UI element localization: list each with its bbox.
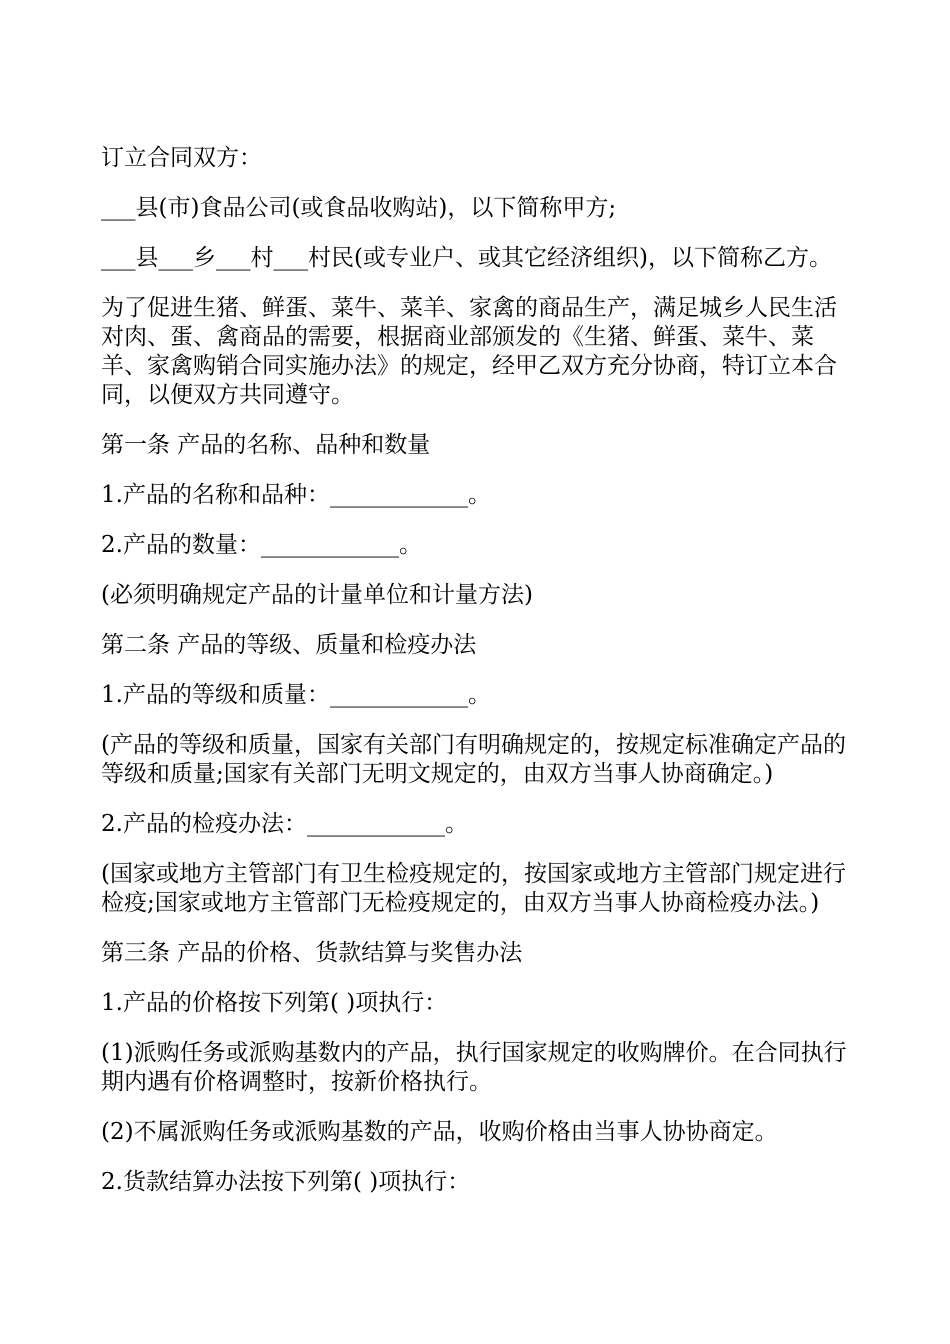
article-2-heading: 第二条 产品的等级、质量和检疫办法 (101, 632, 477, 658)
party-a-line: ___县(市)食品公司(或食品收购站)，以下简称甲方; (101, 195, 617, 221)
article-3-option-2: (2)不属派购任务或派购基数的产品，收购价格由当事人协协商定。 (101, 1119, 778, 1145)
contract-parties-heading: 订立合同双方： (101, 145, 262, 171)
article-2-item-1: 1.产品的等级和质量：____________。 (101, 682, 491, 708)
article-3-option-1: (1)派购任务或派购基数内的产品，执行国家规定的收购牌价。在合同执行期内遇有价格调整时，按新价格执行。 (101, 1040, 847, 1095)
article-3-item-1: 1.产品的价格按下列第( )项执行： (101, 990, 448, 1016)
article-3-heading: 第三条 产品的价格、货款结算与奖售办法 (101, 940, 523, 966)
article-2-item-2: 2.产品的检疫办法：____________。 (101, 811, 468, 837)
article-3-item-2: 2.货款结算办法按下列第( )项执行： (101, 1169, 471, 1195)
party-b-line: ___县___乡___村___村民(或专业户、或其它经济组织)，以下简称乙方。 (101, 245, 832, 271)
article-1-heading: 第一条 产品的名称、品种和数量 (101, 432, 431, 458)
document-body (101, 144, 853, 1218)
article-1-note: (必须明确规定产品的计量单位和计量方法) (101, 582, 533, 608)
article-2-note-2: (国家或地方主管部门有卫生检疫规定的，按国家或地方主管部门规定进行检疫;国家或地方主管部门无检疫规定的，由双方当事人协商检疫办法。) (101, 861, 846, 916)
article-1-item-2: 2.产品的数量：____________。 (101, 532, 422, 558)
article-2-note-1: (产品的等级和质量，国家有关部门有明确规定的，按规定标准确定产品的等级和质量;国家有关部门无明文规定的，由双方当事人协商确定。) (101, 732, 846, 787)
preamble-paragraph: 为了促进生猪、鲜蛋、菜牛、菜羊、家禽的商品生产，满足城乡人民生活对肉、蛋、禽商品的需要，根据商业部颁发的《生猪、鲜蛋、菜牛、菜羊、家禽购销合同实施办法》的规定，经甲乙双方充分协商，特订立本合同，以便双方共同遵守。 (101, 295, 837, 408)
article-1-item-1: 1.产品的名称和品种：____________。 (101, 482, 491, 508)
